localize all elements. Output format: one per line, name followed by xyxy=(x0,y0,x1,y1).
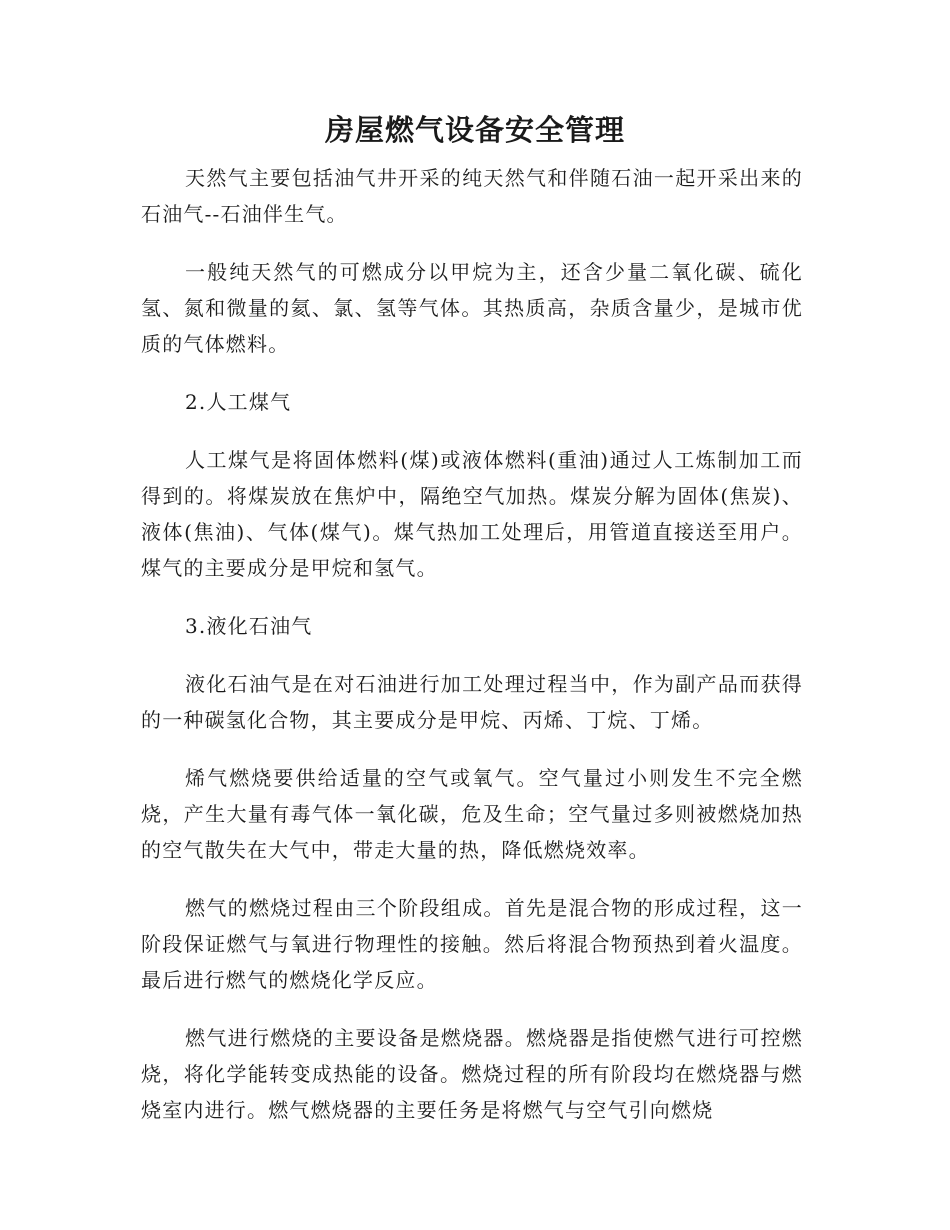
paragraph-combustion-air: 烯气燃烧要供给适量的空气或氧气。空气量过小则发生不完全燃烧，产生大量有毒气体一氧化碳，危及生命；空气量过多则被燃烧加热的空气散失在大气中，带走大量的热，降低燃烧效率。 xyxy=(141,766,803,862)
paragraph-combustion-stages: 燃气的燃烧过程由三个阶段组成。首先是混合物的形成过程，这一阶段保证燃气与氧进行物理性的接触。然后将混合物预热到着火温度。最后进行燃气的燃烧化学反应。 xyxy=(141,896,803,992)
paragraph-burner: 燃气进行燃烧的主要设备是燃烧器。燃烧器是指使燃气进行可控燃烧，将化学能转变成热能的设备。燃烧过程的所有阶段均在燃烧器与燃烧室内进行。燃气燃烧器的主要任务是将燃气与空气引向燃烧 xyxy=(141,1026,803,1122)
paragraph-natural-gas-composition: 一般纯天然气的可燃成分以甲烷为主，还含少量二氧化碳、硫化氢、氮和微量的氦、氯、氢等气体。其热质高，杂质含量少，是城市优质的气体燃料。 xyxy=(141,260,803,356)
section-heading-artificial-gas: 2.人工煤气 xyxy=(185,390,292,414)
page-title: 房屋燃气设备安全管理 xyxy=(324,113,625,147)
paragraph-lpg: 液化石油气是在对石油进行加工处理过程当中，作为副产品而获得的一种碳氢化合物，其主要成分是甲烷、丙烯、丁烷、丁烯。 xyxy=(141,672,803,732)
paragraph-artificial-gas: 人工煤气是将固体燃料(煤)或液体燃料(重油)通过人工炼制加工而得到的。将煤炭放在焦炉中，隔绝空气加热。煤炭分解为固体(焦炭)、液体(焦油)、气体(煤气)。煤气热加工处理后，用管道直接送至用户。煤气的主要成分是甲烷和氢气。 xyxy=(141,448,803,580)
section-heading-lpg: 3.液化石油气 xyxy=(185,614,313,638)
paragraph-natural-gas: 天然气主要包括油气井开采的纯天然气和伴随石油一起开采出来的石油气--石油伴生气。 xyxy=(141,166,803,226)
document-body xyxy=(141,160,803,1150)
